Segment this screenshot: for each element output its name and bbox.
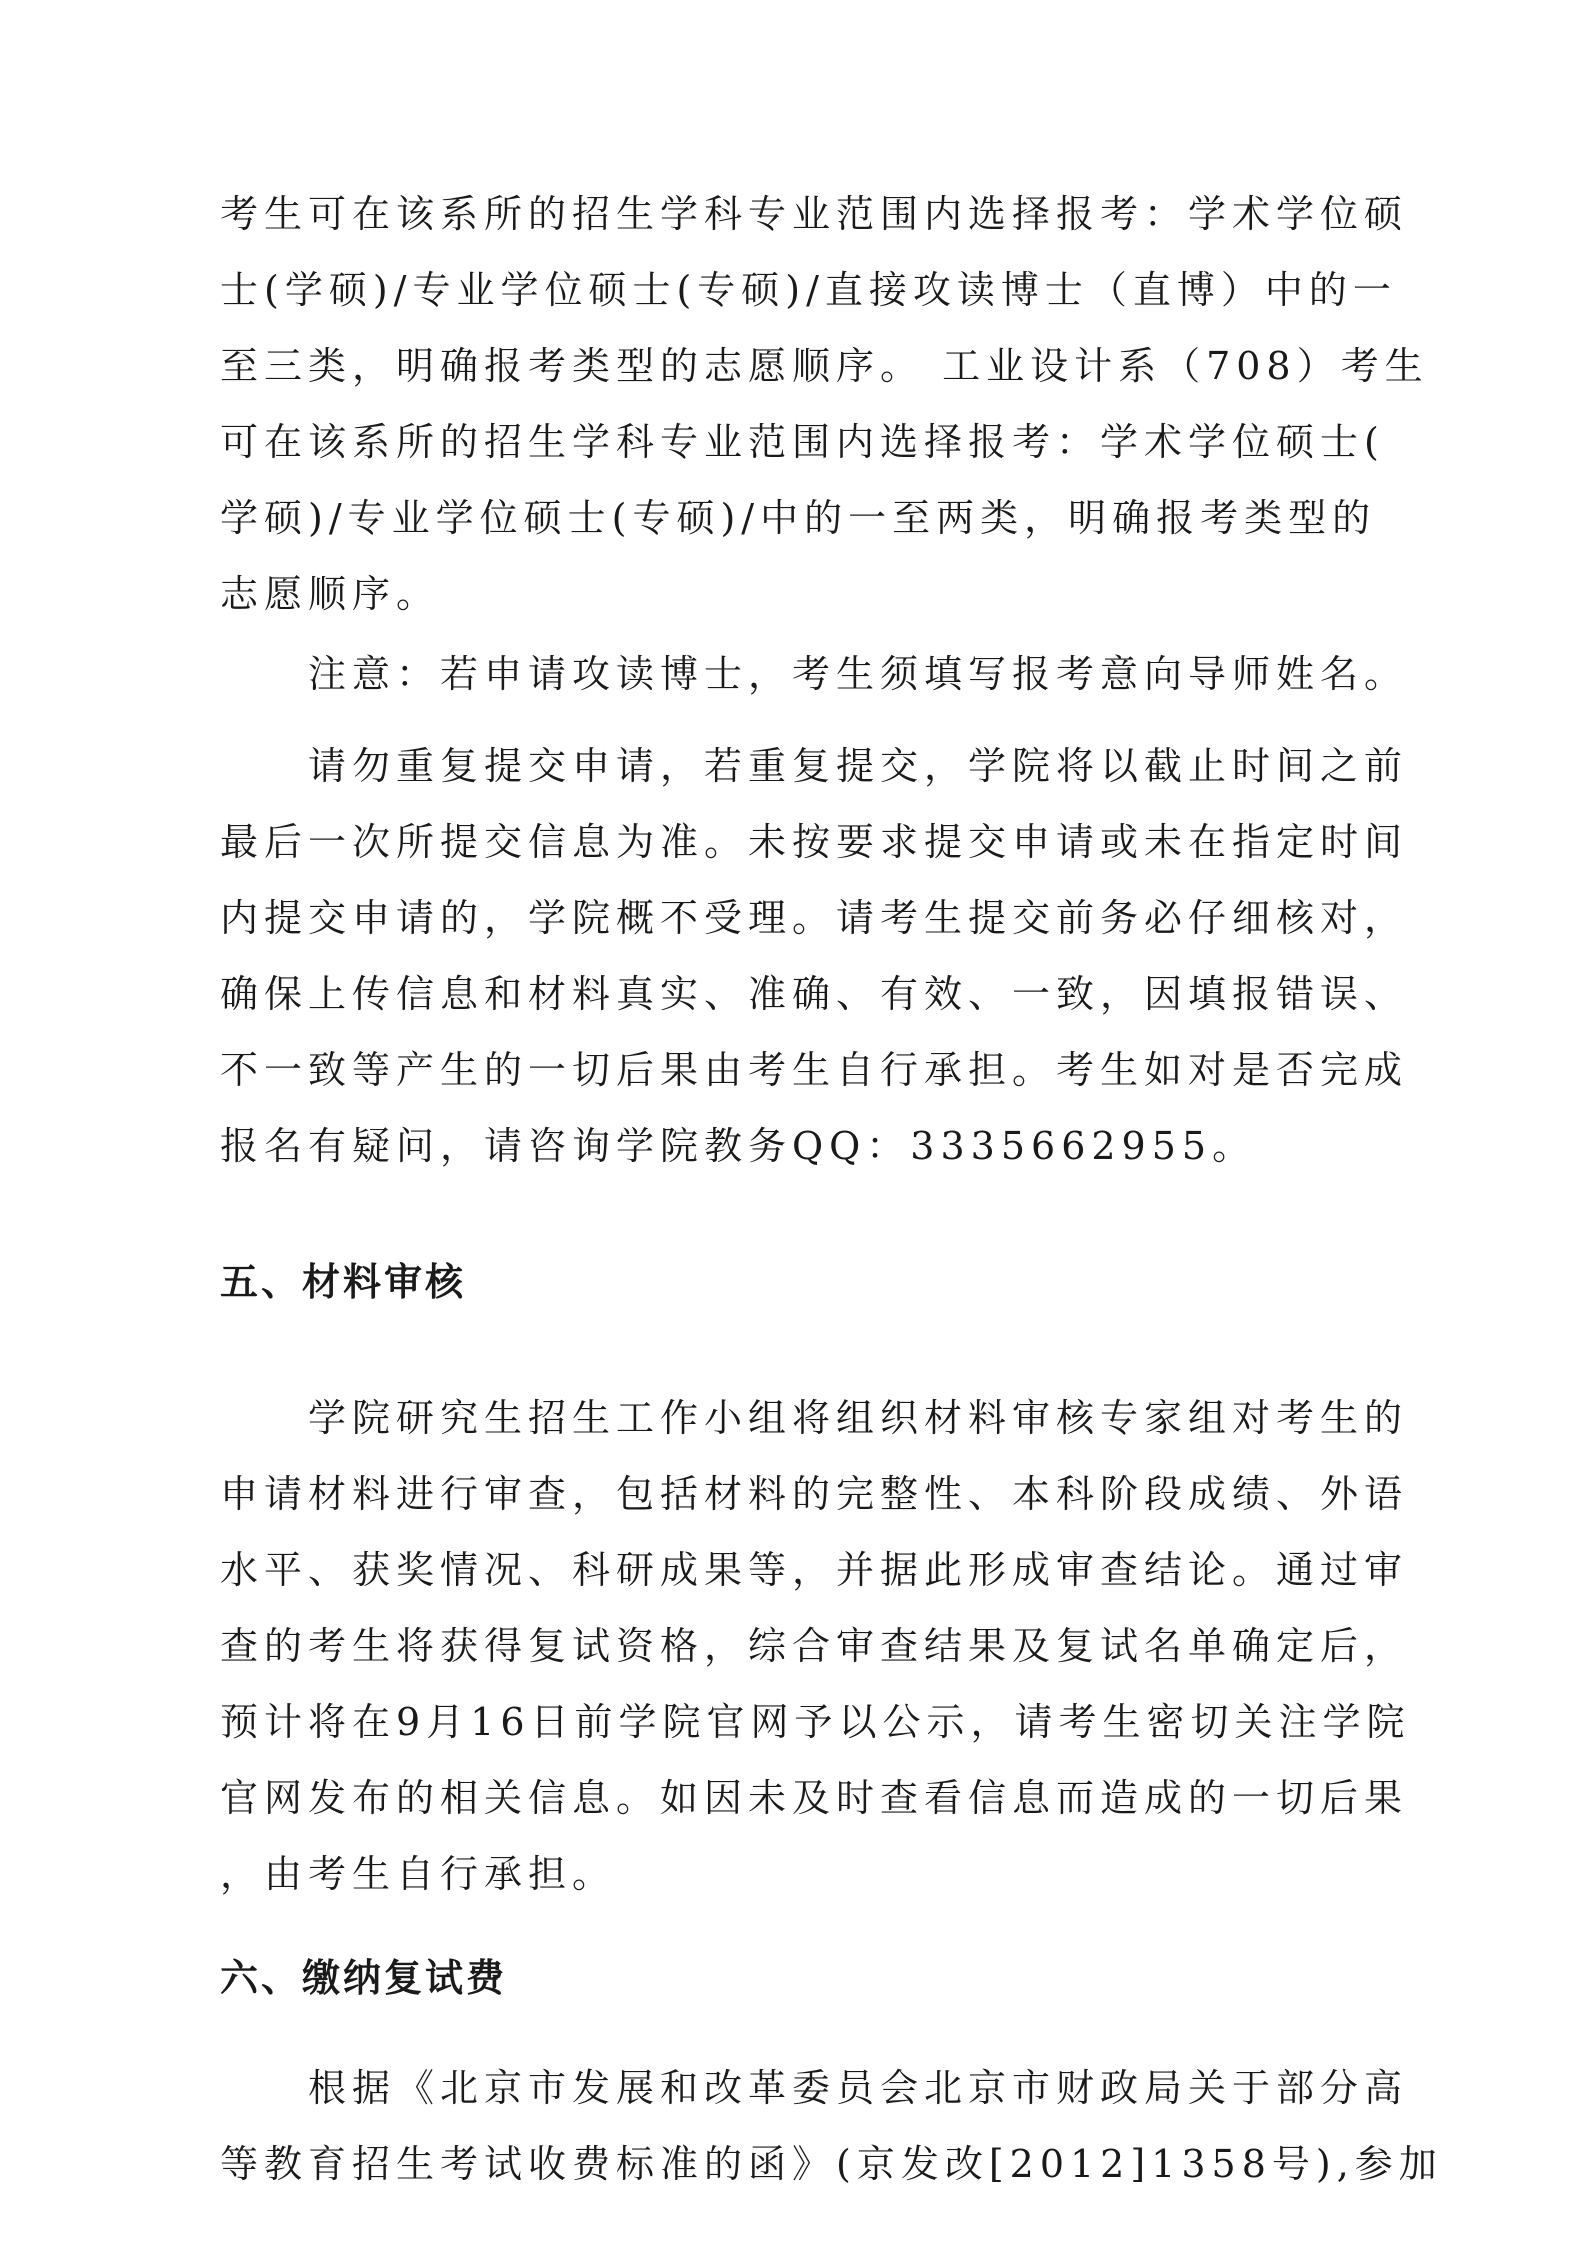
- paragraph-3-line-3: 水平、获奖情况、科研成果等，并据此形成审查结论。通过审: [220, 1548, 1409, 1592]
- paragraph-3-line-2: 申请材料进行审查，包括材料的完整性、本科阶段成绩、外语: [220, 1472, 1409, 1516]
- paragraph-1-line-2: 士(学硕)/专业学位硕士(专硕)/直接攻读博士（直博）中的一: [220, 268, 1397, 312]
- paragraph-4-line-2: 等教育招生考试收费标准的函》(京发改[2012]1358号),参加: [220, 2142, 1443, 2186]
- paragraph-3-line-5: 预计将在9月16日前学院官网予以公示，请考生密切关注学院: [220, 1700, 1411, 1744]
- paragraph-3-line-4: 查的考生将获得复试资格，综合审查结果及复试名单确定后，: [220, 1624, 1409, 1668]
- paragraph-1-line-5: 学硕)/专业学位硕士(专硕)/中的一至两类，明确报考类型的: [220, 496, 1377, 540]
- paragraph-3-line-1: 学院研究生招生工作小组将组织材料审核专家组对考生的: [308, 1396, 1409, 1440]
- paragraph-3-line-6: 官网发布的相关信息。如因未及时查看信息而造成的一切后果: [220, 1776, 1409, 1820]
- paragraph-1-line-1: 考生可在该系所的招生学科专业范围内选择报考：学术学位硕: [220, 192, 1409, 236]
- paragraph-2-line-6: 报名有疑问，请咨询学院教务QQ：3335662955。: [220, 1124, 1257, 1168]
- section-5-heading: 五、材料审核: [220, 1260, 467, 1304]
- note-line: 注意：若申请攻读博士，考生须填写报考意向导师姓名。: [308, 652, 1409, 696]
- paragraph-2-line-3: 内提交申请的，学院概不受理。请考生提交前务必仔细核对，: [220, 896, 1409, 940]
- paragraph-1-line-4: 可在该系所的招生学科专业范围内选择报考：学术学位硕士(: [220, 420, 1385, 464]
- paragraph-1-line-6: 志愿顺序。: [220, 572, 441, 616]
- paragraph-3-line-7: ，由考生自行承担。: [220, 1852, 617, 1896]
- paragraph-4-line-1: 根据《北京市发展和改革委员会北京市财政局关于部分高: [308, 2066, 1409, 2110]
- paragraph-2-line-2: 最后一次所提交信息为准。未按要求提交申请或未在指定时间: [220, 820, 1409, 864]
- paragraph-2-line-1: 请勿重复提交申请，若重复提交，学院将以截止时间之前: [308, 744, 1409, 788]
- paragraph-2-line-5: 不一致等产生的一切后果由考生自行承担。考生如对是否完成: [220, 1048, 1409, 1092]
- section-6-heading: 六、缴纳复试费: [220, 1956, 508, 2000]
- paragraph-2-line-4: 确保上传信息和材料真实、准确、有效、一致，因填报错误、: [220, 972, 1409, 1016]
- paragraph-1-line-3: 至三类，明确报考类型的志愿顺序。 工业设计系（708）考生: [220, 344, 1429, 388]
